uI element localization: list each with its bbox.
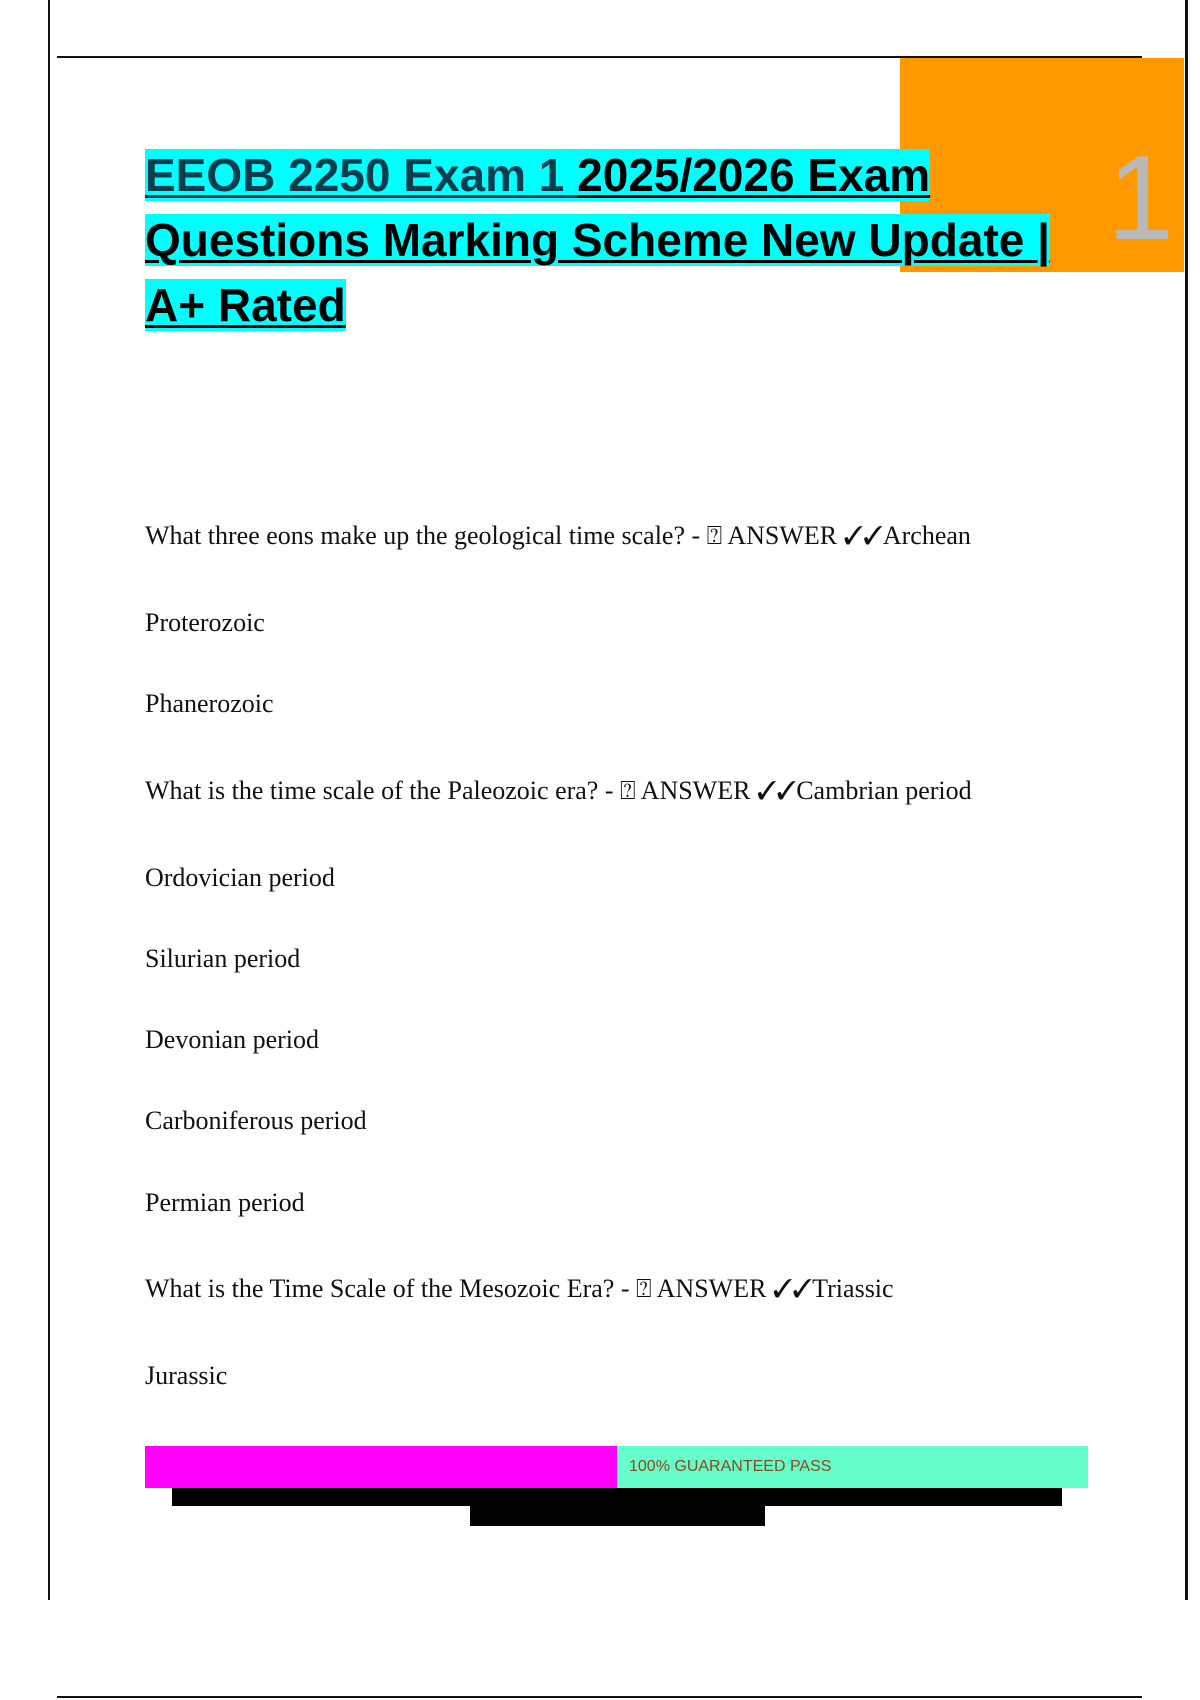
footer-banner-text: 100% GUARANTEED PASS <box>617 1446 1088 1488</box>
title-course-part: EEOB 2250 Exam 1 <box>145 149 578 201</box>
answer-line: Jurassic <box>145 1361 228 1390</box>
document-title <box>145 143 1095 338</box>
page-number: 1 <box>1107 131 1174 265</box>
footer-bar <box>172 1488 1062 1506</box>
answer-line: Silurian period <box>145 944 301 973</box>
page-border-left <box>48 0 50 1600</box>
footer-rule <box>57 1696 1142 1698</box>
footer-banner-accent <box>145 1446 617 1488</box>
answer-line: Phanerozoic <box>145 689 274 718</box>
answer-line: Proterozoic <box>145 608 265 637</box>
title-description-part: 2025/2026 Exam Questions Marking Scheme New Update | A+ Rated <box>145 149 1050 331</box>
question-line: What three eons make up the geological time scale? - ⍰ ANSWER ✓✓Archean <box>145 521 971 550</box>
answer-line: Carboniferous period <box>145 1106 367 1135</box>
question-line: What is the time scale of the Paleozoic era? - ⍰ ANSWER ✓✓Cambrian period <box>145 776 972 805</box>
footer-banner <box>145 1446 1088 1488</box>
question-line: What is the Time Scale of the Mesozoic Era? - ⍰ ANSWER ✓✓Triassic <box>145 1274 894 1303</box>
answer-line: Permian period <box>145 1188 305 1217</box>
answer-line: Devonian period <box>145 1025 320 1054</box>
footer-bar-small <box>470 1506 765 1526</box>
answer-line: Ordovician period <box>145 863 335 892</box>
page-border-right <box>1185 0 1188 1600</box>
